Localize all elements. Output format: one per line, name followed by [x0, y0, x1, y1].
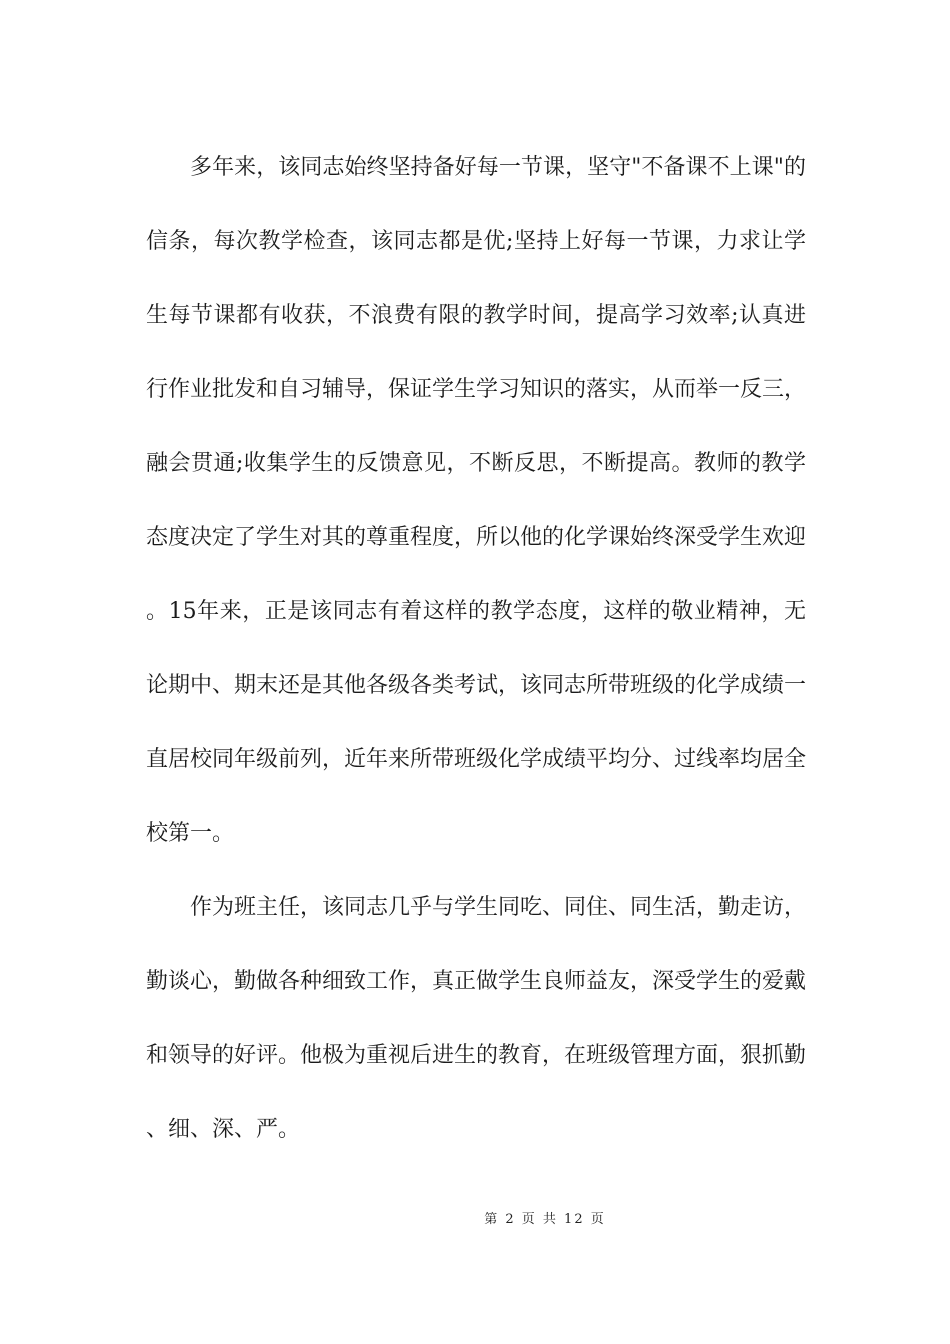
page-number: 第 2 页 共 12 页	[484, 1212, 606, 1227]
paragraph-class-teacher: 作为班主任，该同志几乎与学生同吃、同住、同生活，勤走访，勤谈心，勤做各种细致工作，真正做学生良师益友，深受学生的爱戴和领导的好评。他极为重视后进生的教育，在班级管理方面，狠抓勤、细、深、严。	[146, 895, 807, 1142]
document-body	[146, 131, 806, 1167]
paragraph-teaching: 多年来，该同志始终坚持备好每一节课，坚守"不备课不上课"的信条，每次教学检查，该同志都是优;坚持上好每一节课，力求让学生每节课都有收获，不浪费有限的教学时间，提高学习效率;认真进行作业批发和自习辅导，保证学生学习知识的落实，从而举一反三，融会贯通;收集学生的反馈意见，不断反思，不断提高。教师的教学态度决定了学生对其的尊重程度，所以他的化学课始终深受学生欢迎。15年来，正是该同志有着这样的教学态度，这样的敬业精神，无论期中、期末还是其他各级各类考试，该同志所带班级的化学成绩一直居校同年级前列，近年来所带班级化学成绩平均分、过线率均居全校第一。	[146, 155, 807, 846]
page-footer	[0, 1208, 950, 1227]
